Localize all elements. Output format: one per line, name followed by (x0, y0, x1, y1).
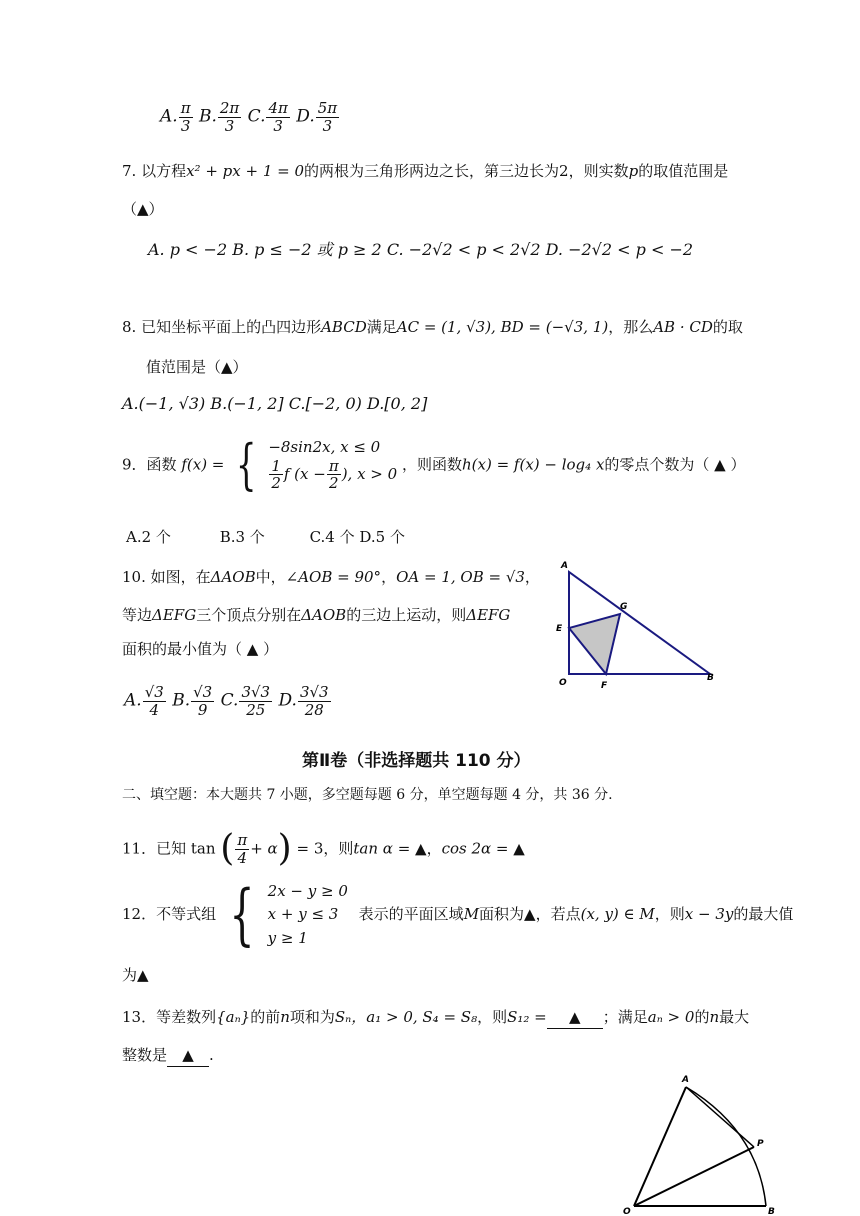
label-b: B (707, 673, 714, 683)
q9-stem: 9．函数 f(x) = { −8sin2x, x ≤ 0 $\frac{1}{2}$ f (x − $\frac{\pi}{2}$ ), x > 0 ，则函数h(x) = f(x) − log₄ x的零点个数为（ ▲ ） (122, 433, 746, 496)
line-op (634, 1147, 754, 1206)
line-oa (634, 1087, 686, 1206)
q13-stem: 13．等差数列{aₙ}的前n项和为Sₙ，a₁ > 0, S₄ = S₈，则S₁₂ = ▲ ；满足aₙ > 0的n最大 (122, 1008, 749, 1029)
q10-triangle-figure (550, 558, 725, 693)
q10-line3: 面积的最小值为（ ▲ ） (122, 640, 279, 658)
label-p: P (757, 1139, 764, 1149)
label-a: A (561, 561, 568, 571)
q13-line2: 整数是 ▲ . (122, 1046, 214, 1067)
q10-line1: 10. 如图，在ΔAOB中，∠AOB = 90°，OA = 1, OB = √3， (122, 568, 540, 586)
q8-answer-mark: 值范围是（▲） (146, 358, 248, 376)
q10-options: A. $\frac{√3}{4}$ B. $\frac{√3}{9}$ C. $\frac{3√3}{25}$ D. $\frac{3√3}{28}$ (124, 683, 329, 719)
q13-blank-2: ▲ (167, 1046, 209, 1067)
q7-stem: 7. 以方程x² + px + 1 = 0的两根为三角形两边之长，第三边长为2，则实数p的取值范围是 (122, 162, 729, 180)
q9-options: A.2 个 B.3 个 C.4 个 D.5 个 (126, 528, 405, 546)
q12-line2: 为▲ (122, 966, 149, 984)
q10-line2: 等边ΔEFG三个顶点分别在ΔAOB的三边上运动，则ΔEFG (122, 606, 511, 624)
q8-options: A.(−1, √3) B.(−1, 2] C.[−2, 0) D.[0, 2] (122, 394, 428, 413)
label-g: G (620, 602, 628, 612)
q7-options: A. p < −2 B. p ≤ −2 或 p ≥ 2 C. −2√2 < p < 2√2 D. −2√2 < p < −2 (148, 240, 694, 259)
q11-stem: 11．已知 tan ( $\frac{\pi}{4}$ + α) = 3，则tan α = ▲，cos 2α = ▲ (122, 828, 525, 869)
label-b: B (768, 1207, 775, 1216)
q13-blank-1: ▲ (547, 1008, 603, 1029)
label-f: F (601, 681, 608, 691)
q8-stem: 8. 已知坐标平面上的凸四边形ABCD满足AC = (1, √3), BD = (−√3, 1)，那么AB · CD的取 (122, 318, 743, 336)
line-ap (686, 1087, 754, 1147)
q12-stem: 12．不等式组 { 2x − y ≥ 0 x + y ≤ 3 y ≥ 1 表示的平面区域M面积为▲，若点(x, y) ∈ M，则x − 3y的最大值 (122, 875, 794, 953)
label-a: A (682, 1075, 689, 1085)
label-o: O (559, 678, 567, 688)
q6-options: A. $\frac{\pi}{3}$ B. $\frac{2\pi}{3}$ C. $\frac{4\pi}{3}$ D. $\frac{5\pi}{3}$ (160, 99, 338, 135)
triangle-efg (569, 614, 620, 674)
label-e: E (556, 624, 563, 634)
section-intro: 二、填空题：本大题共 7 小题，多空题每题 6 分，单空题每题 4 分，共 36 分. (122, 787, 613, 803)
label-o: O (623, 1207, 631, 1216)
section-title: 第Ⅱ卷（非选择题共 110 分） (302, 751, 531, 771)
q14-sector-figure (618, 1068, 788, 1216)
q7-answer-mark: （▲） (122, 200, 164, 218)
